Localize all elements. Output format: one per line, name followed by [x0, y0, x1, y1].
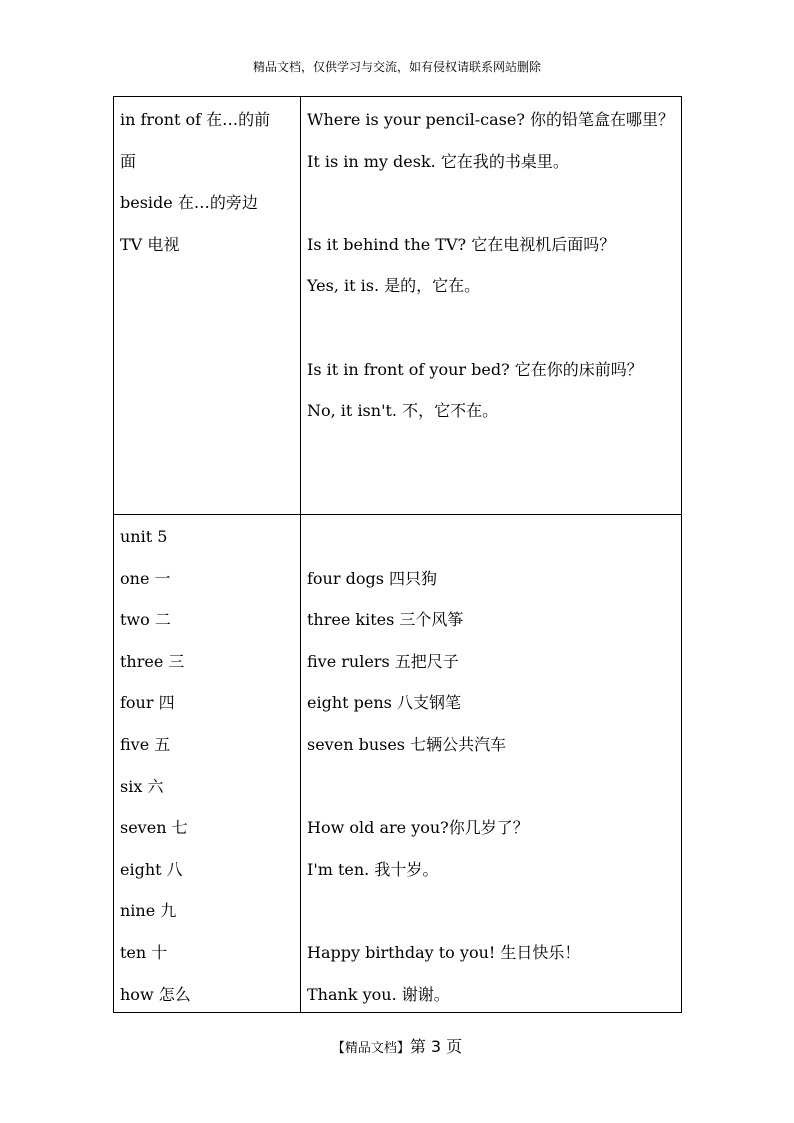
sentence-line: three kites 三个风筝	[307, 610, 464, 630]
vocab-line: nine 九	[120, 901, 177, 921]
page-number: 第 3 页	[409, 1037, 463, 1056]
sentence-line: Is it behind the TV? 它在电视机后面吗？	[307, 234, 616, 254]
vocab-line: eight 八	[120, 859, 183, 879]
blank-line	[307, 766, 679, 808]
unit-heading: unit 5	[120, 527, 168, 546]
vocab-line: beside 在…的旁边	[120, 193, 258, 213]
row2-sentence-cell	[307, 516, 679, 1015]
vocab-line: 面	[120, 151, 137, 171]
vocab-line: how 怎么	[120, 984, 191, 1004]
vocabulary-table	[113, 96, 682, 1013]
sentence-line: five rulers 五把尺子	[307, 651, 459, 671]
sentence-line: eight pens 八支钢笔	[307, 693, 461, 713]
row2-vocabulary-cell	[120, 516, 296, 1015]
sentence-line: Thank you. 谢谢。	[307, 984, 450, 1004]
vocab-line: six 六	[120, 776, 164, 796]
vocab-line: seven 七	[120, 818, 188, 838]
sentence-line: Yes, it is. 是的，它在。	[307, 276, 481, 296]
vocab-line: three 三	[120, 651, 185, 671]
sentence-line: I'm ten. 我十岁。	[307, 859, 439, 879]
footer-doc-tag: 【精品文档】	[331, 1041, 410, 1056]
blank-line	[307, 307, 679, 349]
sentence-line: Happy birthday to you! 生日快乐！	[307, 942, 581, 962]
blank-line	[307, 890, 679, 932]
vocab-line: ten 十	[120, 942, 168, 962]
sentence-line: It is in my desk. 它在我的书桌里。	[307, 151, 569, 171]
vocab-line: one 一	[120, 568, 171, 588]
sentence-line: No, it isn't. 不，它不在。	[307, 401, 499, 421]
vocab-line: four 四	[120, 693, 175, 713]
vocab-line: TV 电视	[120, 234, 180, 254]
vocab-line: five 五	[120, 734, 171, 754]
sentence-line: How old are you?你几岁了？	[307, 818, 529, 838]
vocab-line: two 二	[120, 610, 171, 630]
row1-sentence-cell	[307, 99, 679, 432]
row1-vocabulary-cell	[120, 99, 296, 265]
page-header-notice: 精品文档，仅供学习与交流，如有侵权请联系网站删除	[252, 60, 541, 74]
sentence-line: seven buses 七辆公共汽车	[307, 734, 507, 754]
blank-line	[307, 516, 679, 558]
sentence-line: Where is your pencil-case? 你的铅笔盒在哪里？	[307, 110, 675, 129]
vocab-line: in front of 在…的前	[120, 110, 271, 129]
column-divider	[300, 97, 301, 1012]
sentence-line: four dogs 四只狗	[307, 568, 438, 588]
sentence-line: Is it in front of your bed? 它在你的床前吗？	[307, 359, 643, 379]
row-divider	[114, 514, 681, 515]
blank-line	[307, 182, 679, 224]
page-footer	[0, 1034, 794, 1057]
